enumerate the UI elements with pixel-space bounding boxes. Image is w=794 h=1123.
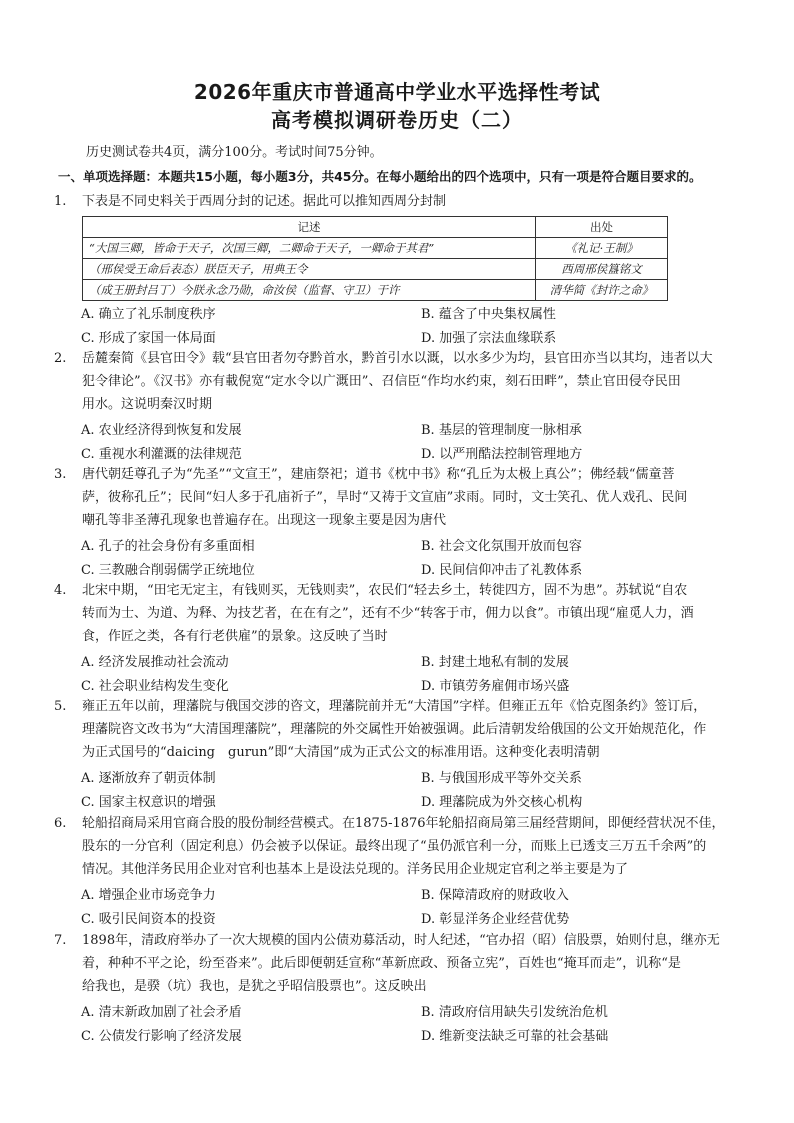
table-row [83, 259, 668, 280]
table-cell: （邢侯受王命后表态）朕臣天子，用典王令 [83, 259, 536, 280]
option-b[interactable]: B. 基层的管理制度一脉相承 [421, 423, 582, 438]
question-number: 4. [54, 583, 67, 598]
question-7 [54, 929, 744, 998]
question-stem: 萨，彼称孔丘”；民间“妇人多于孔庙祈子”，旱时“又祷于文宣庙”求雨。同时，文士笑孔、优人戏孔、民间 [82, 490, 688, 505]
question-2 [54, 347, 744, 416]
question-stem: 转而为士、为道、为释、为技艺者，在在有之”，还有不少“转客于市，佣力以食”。市镇出现“雇觅人力，酒 [82, 606, 694, 621]
table-header: 记述 [83, 217, 536, 238]
table-cell: 西周邢侯簋铭文 [536, 259, 668, 280]
question-stem: 情况。其他洋务民用企业对官利也基本上是设法兑现的。洋务民用企业规定官利之举主要是为了 [82, 862, 629, 877]
question-stem: 下表是不同史料关于西周分封的记述。据此可以推知西周分封制 [82, 194, 447, 209]
question-6 [54, 812, 744, 881]
option-a[interactable]: A. 确立了礼乐制度秩序 [81, 307, 216, 322]
option-c[interactable]: C. 国家主权意识的增强 [81, 795, 216, 810]
question-stem: 为正式国号的“daicing gurun”即“大清国”成为正式公文的标准用语。这种变化表明清朝 [82, 745, 600, 760]
question-stem: 嘲孔等非圣薄孔现象也普遍存在。出现这一现象主要是因为唐代 [82, 513, 447, 528]
table-cell: 《礼记·王制》 [536, 238, 668, 259]
question-stem: 唐代朝廷尊孔子为“先圣”“文宣王”，建庙祭祀；道书《枕中书》称“孔丘为太极上真公”；佛经载“儒童菩 [82, 467, 675, 482]
option-b[interactable]: B. 封建土地私有制的发展 [421, 655, 569, 670]
question-4 [54, 579, 744, 648]
option-c[interactable]: C. 社会职业结构发生变化 [81, 679, 229, 694]
option-b[interactable]: B. 社会文化氛围开放而包容 [421, 539, 582, 554]
table-header-row [83, 217, 668, 238]
option-a[interactable]: A. 孔子的社会身份有多重面相 [81, 539, 255, 554]
question-stem: 着，种种不平之论，纷至沓来”。此后即便朝廷宣称“革新庶政、预备立宪”，百姓也“掩耳而走”，讥称“是 [82, 956, 681, 971]
table-cell: “大国三卿，皆命于天子，次国三卿，二卿命于天子，一卿命于其君” [83, 238, 536, 259]
option-d[interactable]: D. 理藩院成为外交核心机构 [421, 795, 583, 810]
question-stem: 1898年，清政府举办了一次大规模的国内公债劝募活动，时人纪述，“官办招（昭）信股票，始则付息，继亦无 [82, 933, 720, 948]
question-1 [54, 190, 744, 213]
section-heading: 一、单项选择题：本题共15小题，每小题3分，共45分。在每小题给出的四个选项中，只有一项是符合题目要求的。 [58, 169, 702, 184]
option-d[interactable]: D. 以严刑酷法控制管理地方 [421, 447, 583, 462]
option-d[interactable]: D. 彰显洋务企业经营优势 [421, 912, 570, 927]
question-3 [54, 463, 744, 532]
option-c[interactable]: C. 重视水利灌溉的法律规范 [81, 447, 242, 462]
option-b[interactable]: B. 保障清政府的财政收入 [421, 888, 569, 903]
table-cell: 清华简《封许之命》 [536, 280, 668, 301]
option-a[interactable]: A. 农业经济得到恢复和发展 [81, 423, 242, 438]
exam-intro: 历史测试卷共4页，满分100分。考试时间75分钟。 [86, 145, 383, 160]
question-stem: 股东的一分官利（固定利息）仍会被予以保证。最终出现了“虽仍派官利一分，而账上已透支三万五千余两”的 [82, 839, 707, 854]
option-c[interactable]: C. 形成了家国一体局面 [81, 331, 216, 346]
question-number: 2. [54, 351, 67, 366]
option-c[interactable]: C. 公债发行影响了经济发展 [81, 1029, 242, 1044]
question-5 [54, 695, 744, 764]
question-stem: 给我也，是骙（坑）我也，是犹之乎昭信股票也”。这反映出 [82, 979, 427, 994]
option-d[interactable]: D. 民间信仰冲击了礼教体系 [421, 563, 583, 578]
question-stem: 理藩院咨文改书为“大清国理藩院”，理藩院的外交属性开始被强调。此后清朝发给俄国的公文开始规范化，作 [82, 722, 707, 737]
option-d[interactable]: D. 市镇劳务雇佣市场兴盛 [421, 679, 570, 694]
exam-subtitle: 高考模拟调研卷历史（二） [271, 108, 523, 132]
option-b[interactable]: B. 蕴含了中央集权属性 [421, 307, 556, 322]
question-stem: 犯令律论”。《汉书》亦有載倪宽“定水令以广溉田”、召信臣“作均水约束，刻石田畔”，禁止官田侵夺民田 [82, 374, 681, 389]
source-table [82, 216, 668, 301]
question-stem: 轮船招商局采用官商合股的股份制经营模式。在1875-1876年轮船招商局第三届经营期间，即便经营状况不佳， [82, 816, 725, 831]
question-stem: 岳麓秦简《县官田令》载“县官田者勿夺黔首水，黔首引水以溉，以水多少为均，县官田亦当以其均，违者以大 [82, 351, 713, 366]
question-stem: 食，作匠之类，各有行老供雇”的景象。这反映了当时 [82, 629, 388, 644]
table-header: 出处 [536, 217, 668, 238]
option-a[interactable]: A. 逐渐放弃了朝贡体制 [81, 771, 216, 786]
question-number: 5. [54, 699, 67, 714]
question-stem: 雍正五年以前，理藩院与俄国交涉的咨文，理藩院前并无“大清国”字样。但雍正五年《恰克图条约》签订后， [82, 699, 707, 714]
question-number: 3. [54, 467, 67, 482]
question-stem: 北宋中期，“田宅无定主，有钱则买，无钱则卖”，农民们“轻去乡土，转徙四方，固不为患”。苏轼说“自农 [82, 583, 688, 598]
table-row [83, 280, 668, 301]
option-c[interactable]: C. 吸引民间资本的投资 [81, 912, 216, 927]
option-a[interactable]: A. 增强企业市场竞争力 [81, 888, 216, 903]
question-number: 1. [54, 194, 67, 209]
table-cell: （成王册封吕丁）今朕永念乃勋，命汝侯（监督、守卫）于许 [83, 280, 536, 301]
option-c[interactable]: C. 三教融合削弱儒学正统地位 [81, 563, 255, 578]
option-d[interactable]: D. 加强了宗法血缘联系 [421, 331, 557, 346]
option-d[interactable]: D. 维新变法缺乏可靠的社会基础 [421, 1029, 609, 1044]
exam-title: 2026年重庆市普通高中学业水平选择性考试 [193, 80, 601, 104]
question-number: 6. [54, 816, 67, 831]
question-stem: 用水。这说明秦汉时期 [82, 397, 213, 412]
option-a[interactable]: A. 经济发展推动社会流动 [81, 655, 229, 670]
question-number: 7. [54, 933, 67, 948]
option-a[interactable]: A. 清末新政加剧了社会矛盾 [81, 1005, 242, 1020]
option-b[interactable]: B. 与俄国形成平等外交关系 [421, 771, 582, 786]
table-row [83, 238, 668, 259]
option-b[interactable]: B. 清政府信用缺失引发统治危机 [421, 1005, 608, 1020]
